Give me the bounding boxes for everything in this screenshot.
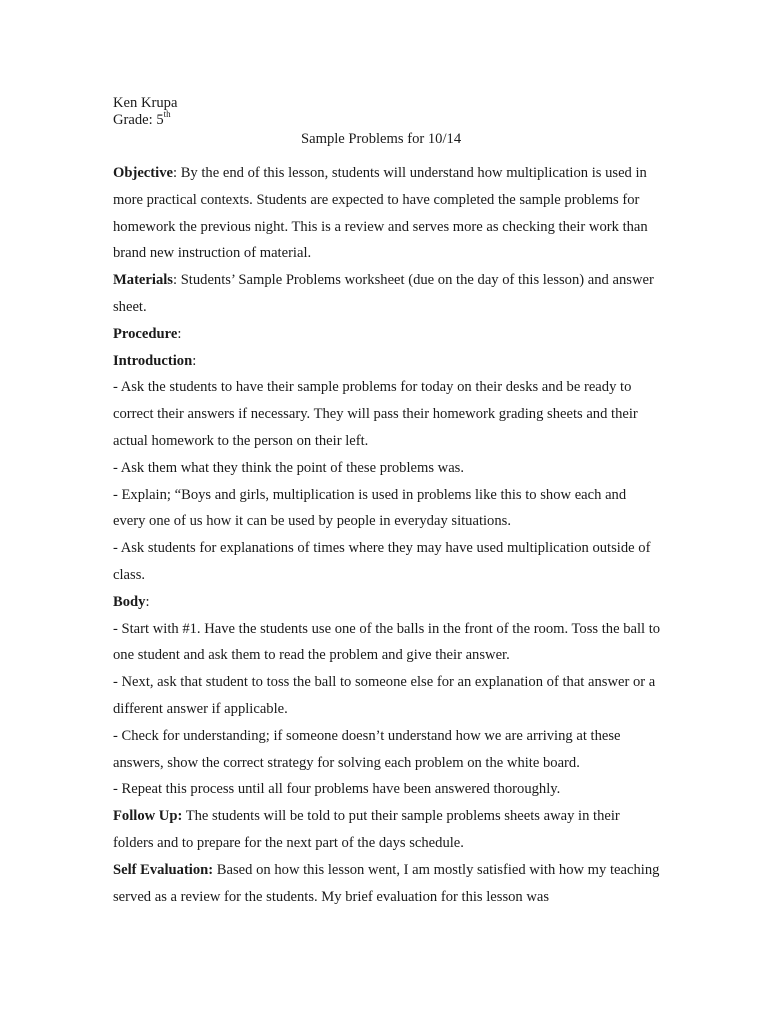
body-heading bbox=[113, 589, 661, 616]
materials-text: Students’ Sample Problems worksheet (due on the day of this lesson) and answer sheet. bbox=[113, 272, 654, 315]
introduction-item: - Explain; “Boys and girls, multiplication is used in problems like this to show each and every one of us how it can be used by people in everyday situations. bbox=[113, 486, 627, 530]
grade-label: Grade: 5 bbox=[113, 112, 164, 128]
introduction-item: - Ask them what they think the point of these problems was. bbox=[113, 459, 465, 476]
materials-sep: : bbox=[172, 272, 178, 289]
author-name: Ken Krupa bbox=[113, 95, 178, 111]
body-sep: : bbox=[145, 593, 150, 610]
materials-label: Materials bbox=[113, 272, 173, 289]
introduction-sep: : bbox=[192, 352, 197, 369]
introduction-item: - Ask students for explanations of times where they may have used multiplication outside of class. bbox=[113, 540, 651, 583]
introduction-item: - Ask the students to have their sample problems for today on their desks and be ready to correct their answers if necessary. They will pass their homework grading sheets and their actual homework to the person on their left. bbox=[113, 379, 638, 449]
self-evaluation-paragraph bbox=[113, 857, 661, 911]
body-item: - Start with #1. Have the students use one of the balls in the front of the room. Toss the ball to one student and ask them to read the problem and give their answer. bbox=[113, 620, 661, 664]
self-evaluation-label: Self Evaluation: bbox=[113, 861, 214, 878]
self-evaluation-text: Based on how this lesson went, I am mostly satisfied with how my teaching served as a review for the students. My brief evaluation for this lesson was bbox=[113, 861, 660, 905]
document-title: Sample Problems for 10/14 bbox=[301, 131, 462, 147]
follow-up-label: Follow Up: bbox=[113, 808, 183, 825]
introduction-heading bbox=[113, 348, 661, 375]
body-label: Body bbox=[113, 593, 146, 610]
objective-paragraph bbox=[113, 160, 661, 267]
procedure-sep: : bbox=[177, 325, 182, 342]
grade-line bbox=[113, 111, 171, 129]
body-item: - Repeat this process until all four problems have been answered thoroughly. bbox=[113, 781, 561, 798]
follow-up-paragraph bbox=[113, 803, 661, 857]
procedure-label: Procedure bbox=[113, 325, 178, 342]
lesson-body bbox=[113, 160, 661, 910]
body-item: - Check for understanding; if someone doesn’t understand how we are arriving at these answers, show the correct strategy for solving each problem on the white board. bbox=[113, 727, 621, 771]
materials-paragraph bbox=[113, 267, 661, 321]
objective-label: Objective bbox=[113, 165, 173, 181]
objective-text: By the end of this lesson, students will understand how multiplication is used in more practical contexts. Students are expected to have completed the sample problems for homework the previous night. This is a review and serves more as checking their work than brand new instruction of material. bbox=[113, 165, 648, 262]
objective-sep: : bbox=[172, 165, 178, 181]
follow-up-text: The students will be told to put their sample problems sheets away in their folders and to prepare for the next part of the days schedule. bbox=[113, 808, 620, 851]
introduction-label: Introduction bbox=[113, 352, 193, 369]
body-item: - Next, ask that student to toss the ball to someone else for an explanation of that answer or a different answer if applicable. bbox=[113, 674, 656, 717]
grade-suffix: th bbox=[163, 109, 171, 119]
procedure-heading bbox=[113, 321, 661, 348]
